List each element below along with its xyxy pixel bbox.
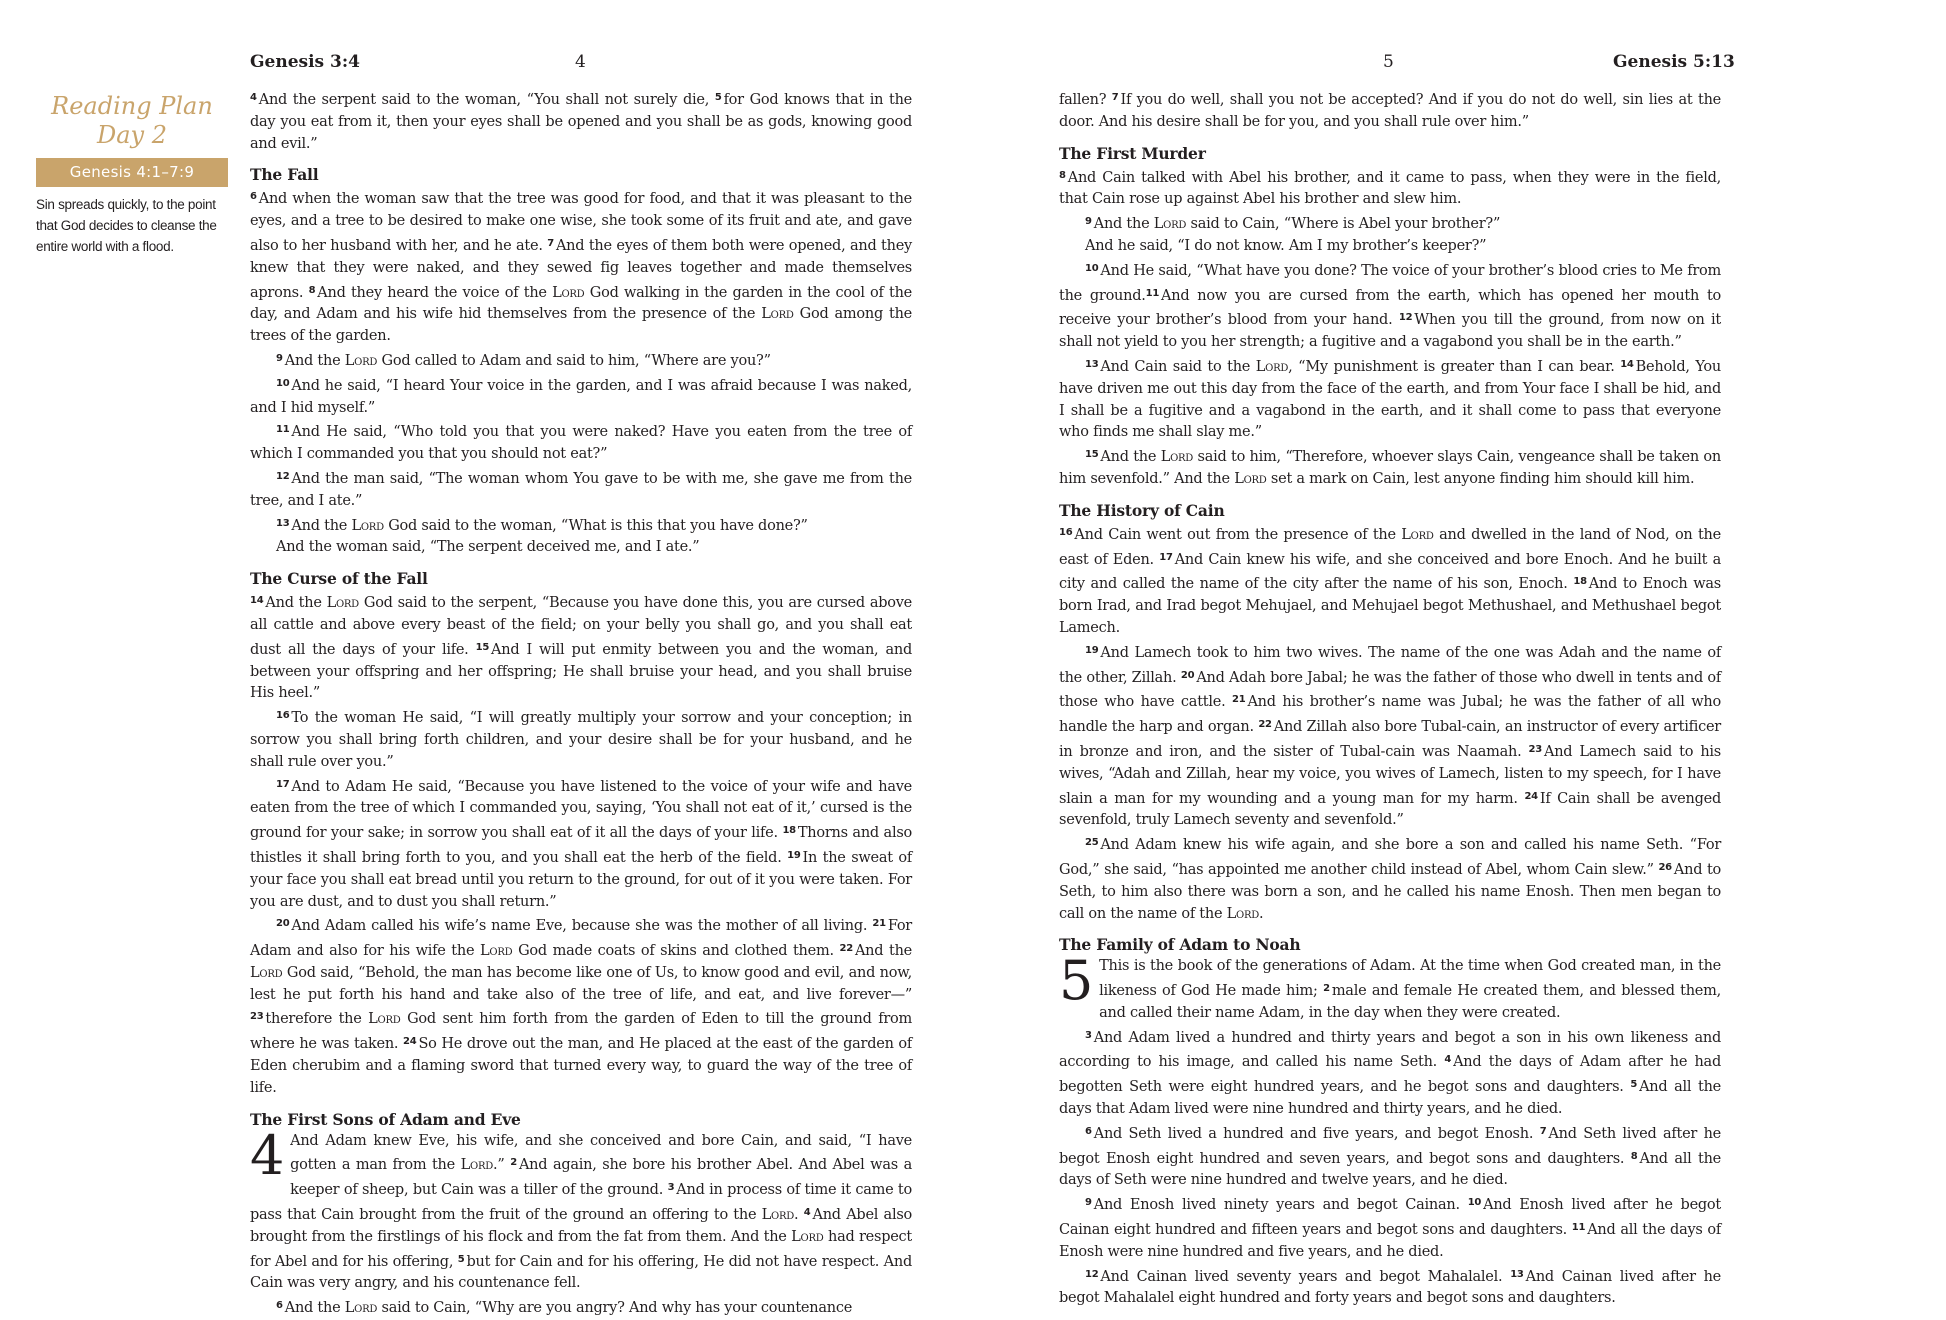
verse-paragraph: $^9$ And Enosh lived ninety years and begot Cainan. $^{10}$ And Enosh lived after he begot Cainan eight hundred and fifteen years and begot sons and daughters. $^{11}$ And all the days of Enosh were nine hundred and five years, and he died. [1059, 1197, 1721, 1260]
scripture-column-right [1059, 87, 1721, 1310]
verse-paragraph: $^8$ And Cain talked with Abel his brother, and it came to pass, when they were in the field, that Cain rose up against Abel his brother and slew him. [1059, 169, 1721, 208]
verse-paragraph: $^{10}$ And He said, “What have you done? The voice of your brother’s blood cries to Me from the ground.$^{11}$ And now you are cursed from the earth, which has opened her mouth to receive your brother’s blood from your hand. $^{12}$ When you till the ground, from now on it shall not yield to you her strength; a fugitive and a vagabond you shall be in the earth.” [1059, 262, 1722, 351]
divine-name: Lord [761, 1207, 795, 1224]
verse-number: 9 [1085, 216, 1092, 228]
section-heading: The Curse of the Fall [250, 569, 428, 589]
verse-paragraph: $^{15}$ And the Lord said to him, “Therefore, whoever slays Cain, vengeance shall be taken on him sevenfold.” And the Lord set a mark on Cain, lest anyone finding him should kill him. [1059, 449, 1721, 487]
verse-paragraph: $^{17}$ And to Adam He said, “Because you have listened to the voice of your wife and have eaten from the tree of which I commanded you, saying, ‘You shall not eat of it,’ cursed is the ground for your sake; in sorrow you shall eat of it all the days of your life. $^{18}$ Thorns and also thistles it shall bring forth to you, and you shall eat the herb of the field. $^{19}$ In the sweat of your face you shall eat bread until you return to the ground, for out of it you were taken. For you are dust, and to dust you shall return.” [250, 778, 913, 910]
verse-number: 8 [308, 284, 316, 296]
verse-number: 7 [1111, 92, 1119, 103]
verse-paragraph: And the woman said, “The serpent deceived me, and I ate.” [276, 539, 700, 556]
verse-number: 14 [250, 595, 264, 607]
verse-paragraph: $^{12}$ And Cainan lived seventy years and begot Mahalalel. $^{13}$ And Cainan lived after he begot Mahalalel eight hundred and forty years and begot sons and daughters. [1059, 1268, 1722, 1307]
reading-plan-title [36, 92, 228, 150]
verse-paragraph: $^6$ And the Lord said to Cain, “Why are you angry? And why has your countenance [276, 1300, 853, 1317]
verse-paragraph: $^{10}$ And he said, “I heard Your voice in the garden, and I was afraid because I was naked, and I hid myself.” [250, 377, 912, 416]
running-head-left: Genesis 3:4 [250, 52, 360, 72]
section-heading: The Fall [250, 165, 319, 185]
verse-number: 8 [1059, 169, 1066, 181]
verse-number: 12 [276, 470, 290, 482]
verse-number: 8 [1630, 1150, 1638, 1162]
verse-number: 20 [1180, 669, 1195, 681]
divine-name: Lord [250, 964, 283, 981]
chapter-opening [1059, 956, 1721, 1024]
verse-paragraph: $^{16}$ And Cain went out from the presence of the Lord and dwelled in the land of Nod, on the east of Eden. $^{17}$ And Cain knew his wife, and she conceived and bore Enoch. And he built a city and called the name of the city after the name of his son, Enoch. $^{18}$ And to Enoch was born Irad, and Irad begot Mehujael, and Mehujael begot Methushael, and Methushael begot Lamech. [1059, 526, 1722, 636]
verse-paragraph: $^{12}$ And the man said, “The woman whom You gave to be with me, she gave me from the tree, and I ate.” [250, 470, 912, 509]
chapter-opening [250, 1131, 912, 1296]
page-number-left: 4 [575, 52, 586, 72]
running-head-right: Genesis 5:13 [1613, 52, 1735, 72]
left-page [0, 0, 973, 1317]
verse-paragraph: $^{13}$ And Cain said to the Lord, “My punishment is greater than I can bear. $^{14}$ Behold, You have driven me out this day from the face of the earth, and from Your face I shall be hid, and I shall be a fugitive and a vagabond in the earth, and it shall come to pass that everyone who finds me shall slay me.” [1059, 358, 1721, 441]
verse-number: 25 [1085, 837, 1099, 849]
verse-paragraph: $^6$ And Seth lived a hundred and five years, and begot Enosh. $^7$ And Seth lived after he begot Enosh eight hundred and seven years, and begot sons and daughters. $^8$ And all the days of Seth were nine hundred and twelve years, and he died. [1059, 1125, 1721, 1189]
verse-number: 10 [1467, 1197, 1482, 1209]
verse-number: 11 [276, 424, 290, 436]
verse-number: 19 [1085, 644, 1099, 656]
verse-paragraph: $^{14}$ And the Lord God said to the serpent, “Because you have done this, you are cursed above all cattle and above every beast of the field; on your belly you shall go, and you shall eat dust all the days of your life. $^{15}$ And I will put enmity between you and the woman, and between your offspring and her offspring; He shall bruise your head, and you shall bruise His heel.” [250, 595, 912, 702]
divine-name: Lord [1401, 526, 1434, 543]
verse-number: 15 [475, 641, 490, 653]
verse-paragraph: $^{19}$ And Lamech took to him two wives. The name of the one was Adah and the name of the other, Zillah. $^{20}$ And Adah bore Jabal; he was the father of those who dwell in tents and of those who have cattle. $^{21}$ And his brother’s name was Jubal; he was the father of all who handle the harp and organ. $^{22}$ And Zillah also bore Tubal-cain, an instructor of every artificer in bronze and iron, and the sister of Tubal-cain was Naamah. $^{23}$ And Lamech said to his wives, “Adah and Zillah, hear my voice, you wives of Lamech, listen to my speech, for I have slain a man for my wounding and a young man for my harm. $^{24}$ If Cain shall be avenged sevenfold, truly Lamech seventy and sevenfold.” [1059, 644, 1722, 829]
divine-name: Lord [344, 1300, 378, 1317]
verse-paragraph: $^6$ And when the woman saw that the tree was good for food, and that it was pleasant to the eyes, and a tree to be desired to make one wise, she took some of its fruit and ate, and gave also to her husband with her, and he ate. $^7$ And the eyes of them both were opened, and they knew that they were naked, and they sewed fig leaves together and made themselves aprons. $^8$ And they heard the voice of the Lord God walking in the garden in the cool of the day, and Adam and his wife hid themselves from the presence of the Lord God among the trees of the garden. [250, 191, 912, 345]
verse-number: 2 [1323, 983, 1330, 995]
verse-number: 9 [1085, 1197, 1092, 1209]
verse-paragraph: $^{20}$ And Adam called his wife’s name Eve, because she was the mother of all living. $^{21}$ For Adam and also for his wife the Lord God made coats of skins and clothed them. $^{22}$ And the Lord God said, “Behold, the man has become like one of Us, to know good and evil, and now, lest he put forth his hand and take also of the tree of life, and eat, and live forever—” $^{23}$ therefore the Lord God sent him forth from the garden of Eden to till the ground from where he was taken. $^{24}$ So He drove out the man, and He placed at the east of the garden of Eden cherubim and a flaming sword that turned every way, to guard the way of the tree of life. [250, 918, 913, 1096]
verse-number: 19 [787, 849, 801, 861]
verse-number: 24 [403, 1036, 417, 1048]
divine-name: Lord [1160, 449, 1194, 466]
verse-number: 16 [1059, 526, 1073, 538]
verse-number: 12 [1085, 1268, 1099, 1280]
verse-paragraph: $^4$ And the serpent said to the woman, “You shall not surely die, $^5$ for God knows that in the day you eat from it, then your eyes shall be opened and you shall be as gods, knowing good and evil.” [250, 92, 912, 152]
verse-number: 15 [1085, 449, 1099, 461]
verse-number: 13 [276, 517, 290, 529]
verse-number: 12 [1398, 312, 1413, 324]
verse-number: 5 [1630, 1079, 1638, 1091]
section-heading: The First Sons of Adam and Eve [250, 1109, 521, 1129]
verse-number: 6 [1085, 1125, 1092, 1137]
section-heading: The History of Cain [1059, 500, 1225, 520]
page-number-right: 5 [1383, 52, 1394, 72]
verse-number: 7 [1539, 1125, 1547, 1137]
divine-name: Lord [344, 352, 378, 369]
verse-number: 9 [276, 352, 283, 364]
divine-name: Lord [480, 943, 513, 960]
verse-number: 2 [510, 1157, 517, 1169]
verse-number: 11 [1571, 1222, 1586, 1234]
verse-number: 4 [803, 1207, 811, 1219]
divine-name: Lord [460, 1157, 494, 1174]
verse-number: 23 [250, 1011, 264, 1023]
verse-number: 5 [714, 92, 722, 103]
verse-paragraph: This is the book of the generations of Adam. At the time when God created man, in the likeness of God He made him; $^2$ male and female He created them, and blessed them, and called their name Adam, in the day when they were created. [1099, 958, 1721, 1021]
verse-paragraph: $^9$ And the Lord God called to Adam and said to him, “Where are you?” [276, 352, 771, 369]
divine-name: Lord [368, 1011, 401, 1028]
divine-name: Lord [1255, 358, 1289, 375]
verse-number: 14 [1620, 358, 1634, 370]
verse-number: 23 [1528, 743, 1542, 755]
divine-name: Lord [1153, 216, 1187, 233]
verse-number: 20 [276, 918, 290, 930]
verse-number: 16 [276, 710, 290, 722]
reading-plan-title-line1: Reading Plan [51, 92, 213, 120]
verse-number: 4 [250, 92, 257, 103]
verse-paragraph: $^{11}$ And He said, “Who told you that you were naked? Have you eaten from the tree of which I commanded you that you should not eat?” [250, 424, 912, 463]
verse-paragraph: $^9$ And the Lord said to Cain, “Where is Abel your brother?” [1085, 216, 1501, 233]
divine-name: Lord [1234, 470, 1267, 487]
verse-paragraph: And he said, “I do not know. Am I my brother’s keeper?” [1085, 237, 1487, 254]
verse-number: 17 [276, 778, 290, 790]
reading-plan-description: Sin spreads quickly, to the point that God decides to cleanse the entire world with a flood. [36, 197, 217, 254]
chapter-number: 5 [1059, 956, 1094, 1013]
chapter-number: 4 [250, 1130, 285, 1187]
verse-number: 22 [1258, 719, 1272, 731]
verse-number: 10 [276, 377, 290, 389]
divine-name: Lord [351, 517, 384, 534]
verse-number: 22 [839, 943, 853, 955]
section-heading: The Family of Adam to Noah [1059, 935, 1301, 955]
verse-paragraph: fallen? $^7$ If you do well, shall you not be accepted? And if you do not do well, sin lies at the door. And his desire shall be for you, and you shall rule over him.” [1059, 92, 1721, 130]
verse-paragraph: $^{25}$ And Adam knew his wife again, and she bore a son and called his name Seth. “For God,” she said, “has appointed me another child instead of Abel, whom Cain slew.” $^{26}$ And to Seth, to him also there was born a son, and he called his name Enosh. Then men began to call on the name of the Lord. [1059, 837, 1721, 922]
reading-plan-title-line2: Day 2 [96, 121, 167, 149]
section-heading: The First Murder [1059, 143, 1206, 163]
verse-paragraph: $^3$ And Adam lived a hundred and thirty years and begot a son in his own likeness and according to his image, and called his name Seth. $^4$ And the days of Adam after he had begotten Seth were eight hundred years, and he begot sons and daughters. $^5$ And all the days that Adam lived were nine hundred and thirty years, and he died. [1059, 1029, 1721, 1118]
verse-number: 17 [1159, 551, 1173, 563]
verse-number: 7 [547, 237, 554, 249]
verse-number: 3 [1085, 1029, 1092, 1041]
scripture-column-left [250, 87, 912, 1320]
verse-number: 6 [276, 1300, 283, 1312]
divine-name: Lord [791, 1228, 824, 1245]
verse-number: 10 [1085, 262, 1099, 274]
verse-number: 18 [782, 825, 796, 837]
verse-number: 26 [1658, 861, 1672, 873]
verse-paragraph: $^{16}$ To the woman He said, “I will greatly multiply your sorrow and your conception; in sorrow you shall bring forth children, and your desire shall be for your husband, and he shall rule over you.” [250, 710, 912, 770]
divine-name: Lord [1226, 905, 1260, 922]
verse-number: 21 [872, 918, 886, 930]
reading-plan-reference: Genesis 4:1–7:9 [36, 158, 228, 187]
verse-paragraph: $^{13}$ And the Lord God said to the woman, “What is this that you have done?” [276, 517, 808, 534]
verse-number: 13 [1510, 1268, 1524, 1280]
verse-number: 24 [1524, 790, 1538, 802]
verse-number: 18 [1573, 576, 1587, 588]
right-page [973, 0, 1946, 1309]
divine-name: Lord [326, 595, 359, 612]
verse-paragraph: And Adam knew Eve, his wife, and she conceived and bore Cain, and said, “I have gotten a man from the Lord.” $^2$ And again, she bore his brother Abel. And Abel was a keeper of sheep, but Cain was a tiller of the ground. $^3$ And in process of time it came to pass that Cain brought from the fruit of the ground an offering to the Lord. $^4$ And Abel also brought from the firstlings of his flock and from the fat from them. And the Lord had respect for Abel and for his offering, $^5$ but for Cain and for his offering, He did not have respect. And Cain was very angry, and his countenance fell. [250, 1132, 912, 1292]
verse-number: 3 [667, 1182, 675, 1194]
divine-name: Lord [552, 284, 585, 301]
divine-name: Lord [761, 306, 794, 323]
verse-number: 21 [1232, 694, 1246, 706]
verse-number: 5 [457, 1253, 465, 1265]
verse-number: 11 [1145, 287, 1160, 299]
verse-number: 13 [1085, 358, 1099, 370]
verse-number: 6 [250, 191, 257, 203]
verse-number: 4 [1444, 1054, 1452, 1066]
reading-plan-sidebar [36, 92, 228, 257]
